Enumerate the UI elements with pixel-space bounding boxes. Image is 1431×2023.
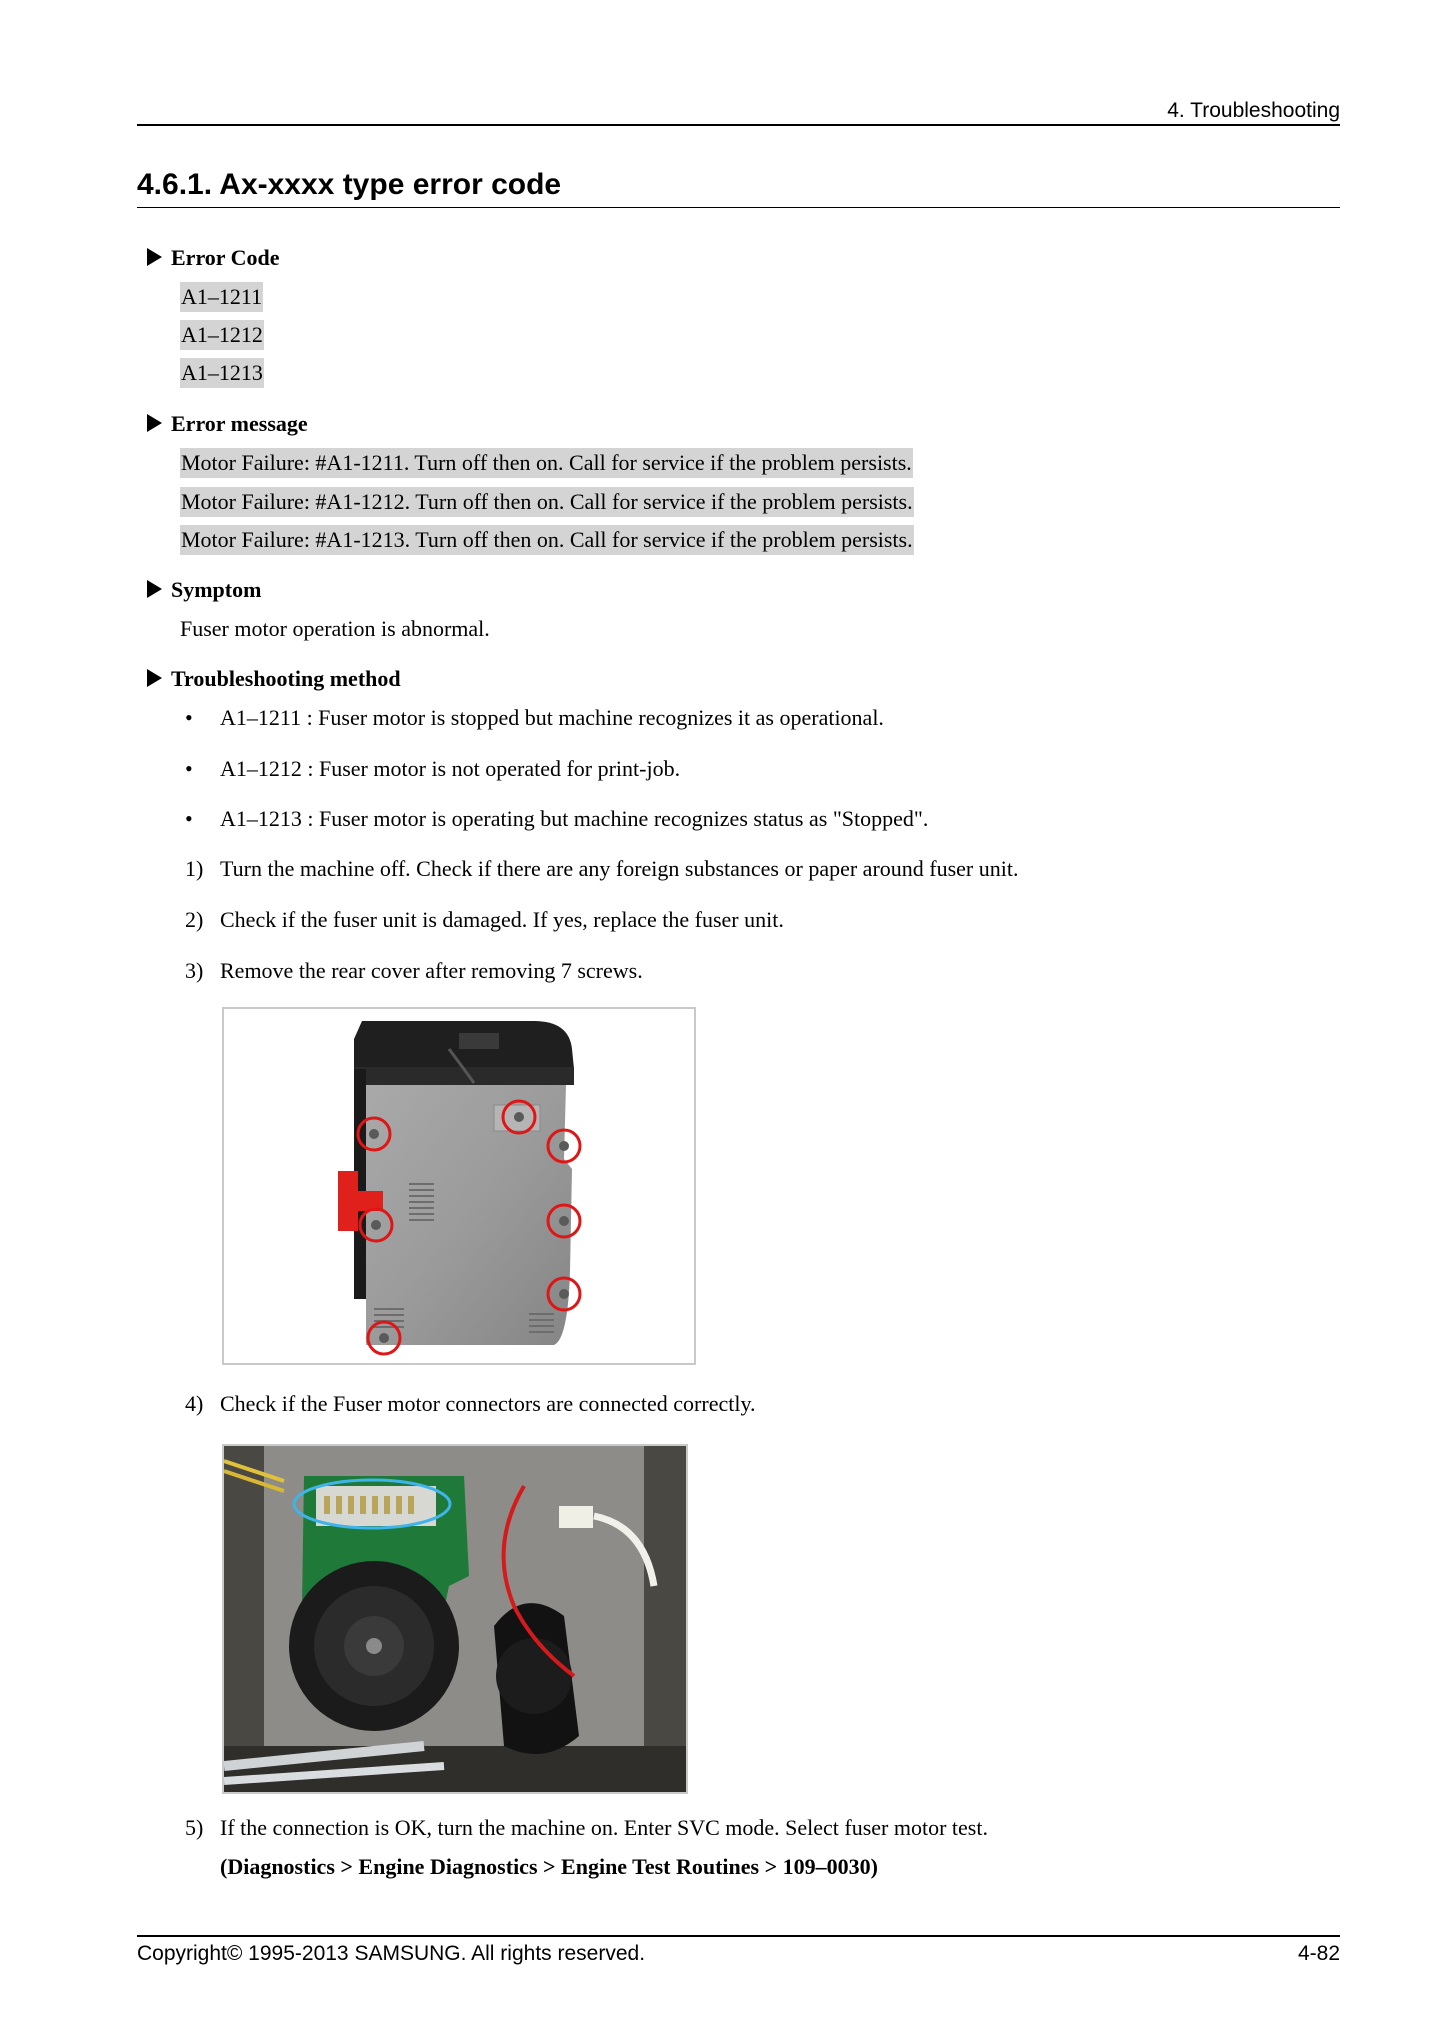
page-number: 4-82 — [1297, 1942, 1340, 1965]
symptom-text: Fuser motor operation is abnormal. — [180, 616, 490, 641]
header-rule — [137, 124, 1340, 126]
step-text-3: Remove the rear cover after removing 7 screws. — [220, 958, 643, 983]
bullet-text-3: A1–1213 : Fuser motor is operating but machine recognizes status as "Stopped". — [220, 806, 929, 831]
error-code-3: A1–1213 — [180, 360, 264, 386]
step-number: 4) — [185, 1391, 204, 1416]
step-text-5: If the connection is OK, turn the machine on. Enter SVC mode. Select fuser motor test. — [220, 1815, 988, 1840]
triangle-bullet-icon — [147, 580, 162, 598]
bullet-item: • — [185, 756, 193, 781]
symptom-heading: Symptom — [147, 577, 261, 603]
error-message-3: Motor Failure: #A1-1213. Turn off then on. Call for service if the problem persists. — [180, 527, 914, 553]
bullet-item: • — [185, 705, 193, 730]
triangle-bullet-icon — [147, 669, 162, 687]
step-number: 5) — [185, 1815, 204, 1840]
fuser-motor-connector-photo — [222, 1444, 688, 1794]
triangle-bullet-icon — [147, 414, 162, 432]
bullet-item: • — [185, 806, 193, 831]
error-code-heading: Error Code — [147, 245, 280, 271]
footer-rule — [137, 1935, 1340, 1937]
chapter-header: 4. Troubleshooting — [1167, 99, 1340, 122]
step-number: 1) — [185, 856, 204, 881]
triangle-bullet-icon — [147, 248, 162, 266]
error-code-2: A1–1212 — [180, 322, 264, 348]
step-text-1: Turn the machine off. Check if there are any foreign substances or paper around fuser unit. — [220, 856, 1019, 881]
menu-path: (Diagnostics > Engine Diagnostics > Engine Test Routines > 109–0030) — [220, 1854, 878, 1879]
error-message-1: Motor Failure: #A1-1211. Turn off then on. Call for service if the problem persists. — [180, 450, 913, 476]
step-number: 2) — [185, 907, 204, 932]
title-rule — [137, 207, 1340, 208]
error-message-heading: Error message — [147, 411, 308, 437]
step-text-4: Check if the Fuser motor connectors are connected correctly. — [220, 1391, 756, 1416]
rear-cover-screws-photo — [222, 1007, 696, 1365]
bullet-text-1: A1–1211 : Fuser motor is stopped but machine recognizes it as operational. — [220, 705, 884, 730]
step-text-2: Check if the fuser unit is damaged. If yes, replace the fuser unit. — [220, 907, 784, 932]
error-message-2: Motor Failure: #A1-1212. Turn off then on. Call for service if the problem persists. — [180, 489, 914, 515]
bullet-text-2: A1–1212 : Fuser motor is not operated for print-job. — [220, 756, 681, 781]
copyright: Copyright© 1995-2013 SAMSUNG. All rights reserved. — [137, 1942, 646, 1965]
error-code-1: A1–1211 — [180, 284, 263, 310]
section-title: 4.6.1. Ax-xxxx type error code — [137, 168, 562, 201]
step-number: 3) — [185, 958, 204, 983]
troubleshooting-heading: Troubleshooting method — [147, 666, 401, 692]
